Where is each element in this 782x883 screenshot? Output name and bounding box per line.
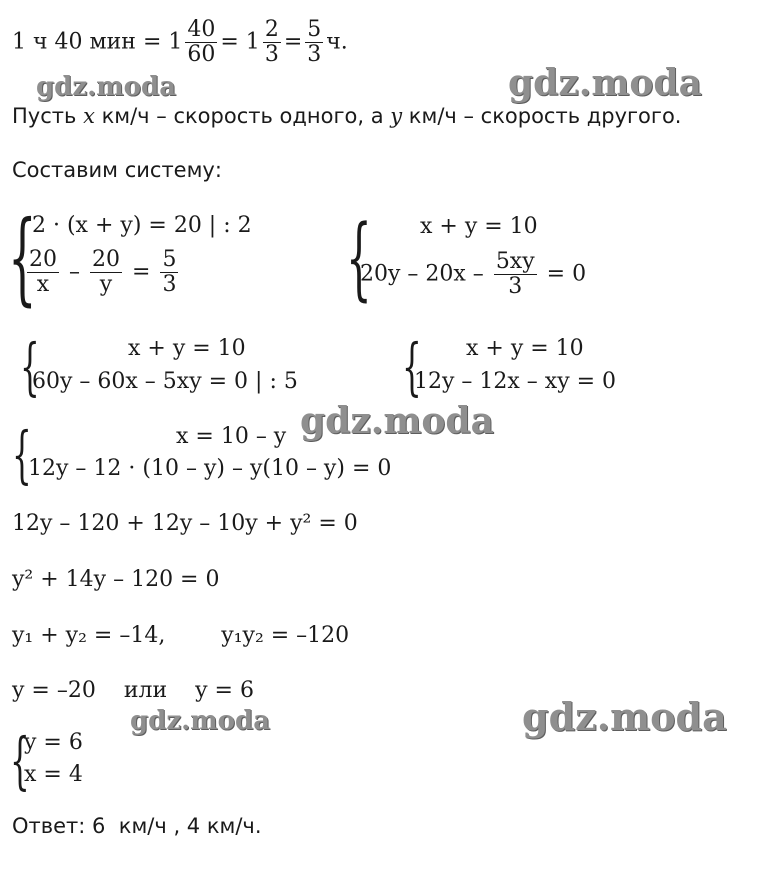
equals: = bbox=[132, 259, 151, 285]
system-brace-6: { bbox=[10, 724, 30, 797]
assumption-text-1: Пусть bbox=[12, 104, 84, 128]
system-brace-4: { bbox=[402, 330, 422, 403]
system2-row2-left: 20y – 20x – bbox=[360, 261, 484, 287]
system1-row1: 2 · (x + y) = 20 | : 2 bbox=[32, 213, 252, 238]
variable-y: y bbox=[390, 104, 403, 128]
fraction-denominator: 3 bbox=[307, 42, 322, 68]
system2-row2 bbox=[360, 250, 586, 299]
system6-row2: x = 4 bbox=[24, 762, 83, 787]
assumption-line bbox=[12, 106, 681, 127]
system3-row1: x + y = 10 bbox=[128, 336, 246, 361]
system4-row2: 12y – 12x – xy = 0 bbox=[414, 369, 617, 394]
fraction-denominator: y bbox=[99, 272, 113, 298]
unit-hours: ч. bbox=[326, 29, 348, 55]
variable-x: x bbox=[83, 104, 95, 128]
fraction-40-60 bbox=[185, 18, 217, 67]
system2-row1: x + y = 10 bbox=[420, 214, 538, 239]
fraction-2-3 bbox=[263, 18, 281, 67]
system4-row1: x + y = 10 bbox=[466, 336, 584, 361]
equation-vieta: y₁ + y₂ = –14, y₁y₂ = –120 bbox=[12, 623, 350, 648]
fraction-20-x bbox=[27, 248, 59, 297]
fraction-numerator: 5 bbox=[162, 247, 177, 272]
watermark: gdz.moda bbox=[522, 694, 727, 739]
fraction-numerator: 40 bbox=[187, 17, 216, 42]
assumption-text-3: км/ч – скорость другого. bbox=[402, 104, 682, 128]
fraction-denominator: x bbox=[36, 272, 50, 298]
fraction-numerator: 20 bbox=[92, 247, 120, 272]
equals: = bbox=[283, 29, 303, 55]
system-brace-1: { bbox=[8, 199, 37, 316]
system5-row1: x = 10 – y bbox=[176, 424, 287, 449]
watermark: gdz.moda bbox=[36, 72, 177, 102]
system-brace-3: { bbox=[20, 330, 40, 403]
fraction-denominator: 3 bbox=[162, 272, 177, 298]
equation-expanded: 12y – 120 + 12y – 10y + y² = 0 bbox=[12, 511, 358, 536]
fraction-denominator: 3 bbox=[508, 274, 523, 300]
equals-one: = 1 bbox=[220, 29, 260, 55]
fraction-5xy-3 bbox=[494, 250, 537, 299]
fraction-20-y bbox=[90, 248, 122, 297]
fraction-denominator: 3 bbox=[264, 42, 279, 68]
assumption-text-2: км/ч – скорость одного, а bbox=[94, 104, 391, 128]
system1-row2 bbox=[24, 248, 181, 297]
watermark: gdz.moda bbox=[300, 400, 494, 442]
fraction-numerator: 2 bbox=[264, 17, 279, 42]
time-conversion-left: 1 ч 40 мин = 1 bbox=[12, 29, 183, 55]
fraction-denominator: 60 bbox=[187, 42, 216, 68]
fraction-numerator: 20 bbox=[29, 247, 57, 272]
fraction-numerator: 5 bbox=[307, 17, 322, 42]
system-brace-2: { bbox=[346, 206, 372, 311]
equation-quadratic: y² + 14y – 120 = 0 bbox=[12, 567, 220, 592]
watermark: gdz.moda bbox=[508, 62, 702, 104]
system-brace-5: { bbox=[12, 418, 32, 491]
watermark: gdz.moda bbox=[130, 706, 271, 736]
equation-roots: y = –20 или y = 6 bbox=[12, 678, 254, 703]
fraction-5-3 bbox=[160, 248, 178, 297]
fraction-numerator: 5xy bbox=[495, 249, 535, 274]
system6-row1: y = 6 bbox=[24, 730, 83, 755]
system2-row2-right: = 0 bbox=[546, 261, 587, 287]
system3-row2: 60y – 60x – 5xy = 0 | : 5 bbox=[32, 369, 298, 394]
time-conversion-line bbox=[12, 18, 348, 67]
compose-system-line: Составим систему: bbox=[12, 158, 222, 182]
minus-sign: – bbox=[69, 259, 80, 285]
fraction-5-3 bbox=[305, 18, 323, 67]
answer-line: Ответ: 6 км/ч , 4 км/ч. bbox=[12, 814, 262, 838]
system5-row2: 12y – 12 · (10 – y) – y(10 – y) = 0 bbox=[28, 456, 392, 481]
